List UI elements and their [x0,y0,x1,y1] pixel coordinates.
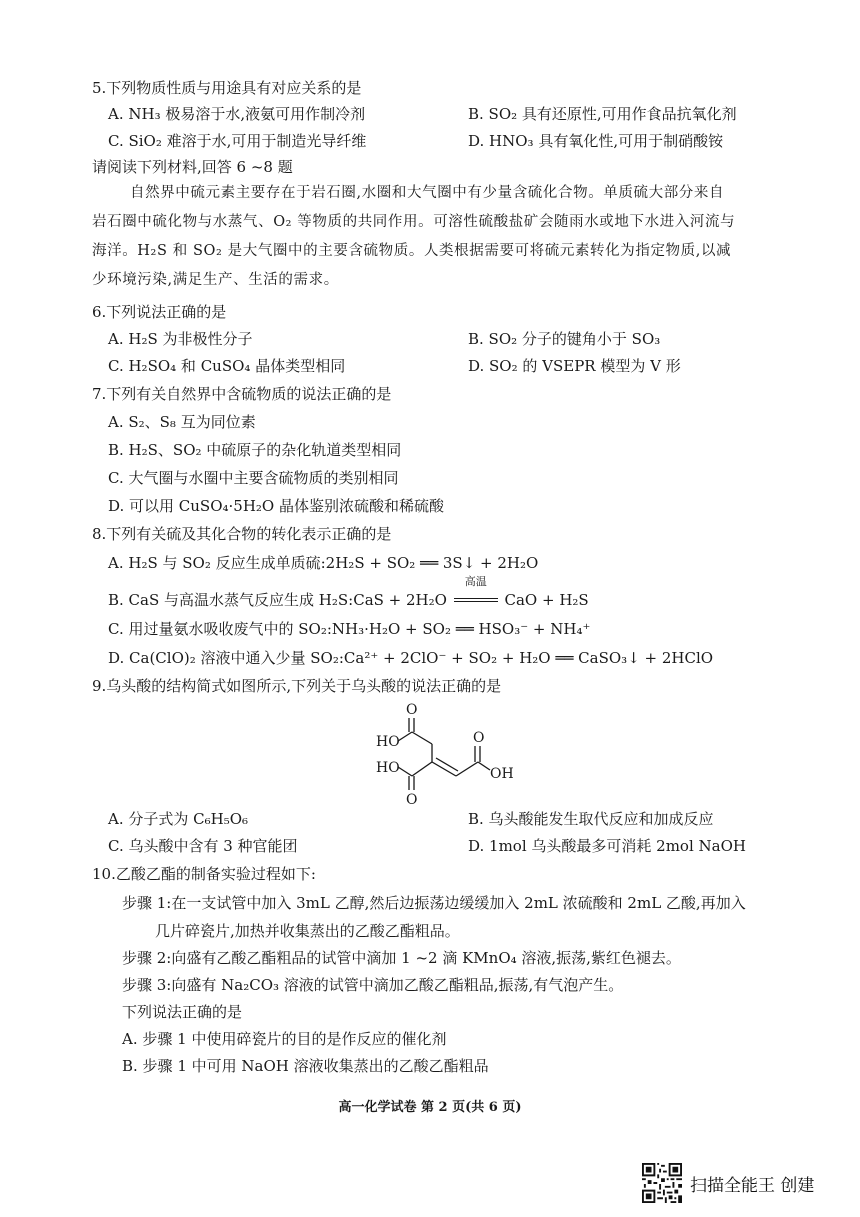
q6-option-b: B. SO₂ 分子的键角小于 SO₃ [468,330,661,348]
q7-option-b: B. H₂S、SO₂ 中硫原子的杂化轨道类型相同 [108,441,402,459]
q5-option-a: A. NH₃ 极易溶于水,液氨可用作制冷剂 [108,105,366,123]
q7-option-d: D. 可以用 CuSO₄·5H₂O 晶体鉴别浓硫酸和稀硫酸 [108,497,444,515]
q10-step-3: 步骤 3:向盛有 Na₂CO₃ 溶液的试管中滴加乙酸乙酯粗品,振荡,有气泡产生。 [122,976,624,994]
q9-option-c: C. 乌头酸中含有 3 种官能团 [108,837,298,855]
q5-option-c: C. SiO₂ 难溶于水,可用于制造光导纤维 [108,132,367,150]
q10-option-a: A. 步骤 1 中使用碎瓷片的目的是作反应的催化剂 [122,1030,447,1048]
material-line-4: 少环境污染,满足生产、生活的需求。 [92,272,339,288]
material-line-2: 岩石圈中硫化物与水蒸气、O₂ 等物质的共同作用。可溶性硫酸盐矿会随雨水或地下水进入河流与 [92,214,736,230]
q7-option-c: C. 大气圈与水圈中主要含硫物质的类别相同 [108,469,399,487]
q10-step-1-line-2: 几片碎瓷片,加热并收集蒸出的乙酸乙酯粗品。 [155,922,460,940]
scanner-watermark [642,1163,814,1203]
q7-option-a: A. S₂、S₈ 互为同位素 [108,413,256,431]
q9-option-a: A. 分子式为 C₆H₅O₆ [108,810,249,828]
struct-label-ho-2: HO [376,760,400,776]
q8-b-suffix: CaO + H₂S [504,591,589,609]
q6-option-d: D. SO₂ 的 VSEPR 模型为 V 形 [468,357,681,375]
q6-option-a: A. H₂S 为非极性分子 [108,330,253,348]
struct-label-o-right: O [473,730,485,746]
struct-label-oh: OH [490,766,514,782]
q5-option-b: B. SO₂ 具有还原性,可用作食品抗氧化剂 [468,105,737,123]
q8-b-prefix: B. CaS 与高温水蒸气反应生成 H₂S:CaS + 2H₂O [108,591,447,609]
qr-code-icon [642,1163,682,1203]
q9-option-d: D. 1mol 乌头酸最多可消耗 2mol NaOH [468,837,746,855]
q8-option-b [108,575,589,610]
question-5-stem: 5.下列物质性质与用途具有对应关系的是 [92,79,362,97]
watermark-text: 扫描全能王 创建 [690,1175,815,1196]
q8-option-a: A. H₂S 与 SO₂ 反应生成单质硫:2H₂S + SO₂ ══ 3S↓ + 2H₂O [108,554,539,572]
question-8-stem: 8.下列有关硫及其化合物的转化表示正确的是 [92,525,392,543]
q5-option-d: D. HNO₃ 具有氧化性,可用于制硝酸铵 [468,132,724,150]
q10-ask: 下列说法正确的是 [122,1003,243,1021]
question-6-stem: 6.下列说法正确的是 [92,303,227,321]
q9-option-b: B. 乌头酸能发生取代反应和加成反应 [468,810,714,828]
q8-b-condition: 高温 [464,575,487,588]
question-7-stem: 7.下列有关自然界中含硫物质的说法正确的是 [92,385,392,403]
page-footer: 高一化学试卷 第 2 页(共 6 页) [338,1100,522,1115]
material-line-3: 海洋。H₂S 和 SO₂ 是大气圈中的主要含硫物质。人类根据需要可将硫元素转化为指定物质,以减 [92,243,732,259]
question-10-stem: 10.乙酸乙酯的制备实验过程如下: [92,865,316,883]
q8-b-condition-arrow [452,575,500,610]
struct-label-o-top: O [406,702,418,718]
question-9-stem: 9.乌头酸的结构简式如图所示,下列关于乌头酸的说法正确的是 [92,677,502,695]
q10-option-b: B. 步骤 1 中可用 NaOH 溶液收集蒸出的乙酸乙酯粗品 [122,1057,489,1075]
q8-option-c: C. 用过量氨水吸收废气中的 SO₂:NH₃·H₂O + SO₂ ══ HSO₃⁻ + NH₄⁺ [108,620,591,638]
material-intro: 请阅读下列材料,回答 6 ~8 题 [92,158,293,176]
q6-option-c: C. H₂SO₄ 和 CuSO₄ 晶体类型相同 [108,357,346,375]
struct-label-o-bottom: O [406,792,418,808]
q10-step-1-line-1: 步骤 1:在一支试管中加入 3mL 乙醇,然后边振荡边缓缓加入 2mL 浓硫酸和 2mL 乙酸,再加入 [122,894,746,912]
material-line-1: 自然界中硫元素主要存在于岩石圈,水圈和大气圈中有少量含硫化合物。单质硫大部分来自 [130,185,725,201]
aconitic-acid-structure [372,700,532,808]
q10-step-2: 步骤 2:向盛有乙酸乙酯粗品的试管中滴加 1 ~2 滴 KMnO₄ 溶液,振荡,紫红色褪去。 [122,949,681,967]
struct-label-ho-1: HO [376,734,400,750]
q8-option-d: D. Ca(ClO)₂ 溶液中通入少量 SO₂:Ca²⁺ + 2ClO⁻ + SO₂ + H₂O ══ CaSO₃↓ + 2HClO [108,649,714,667]
